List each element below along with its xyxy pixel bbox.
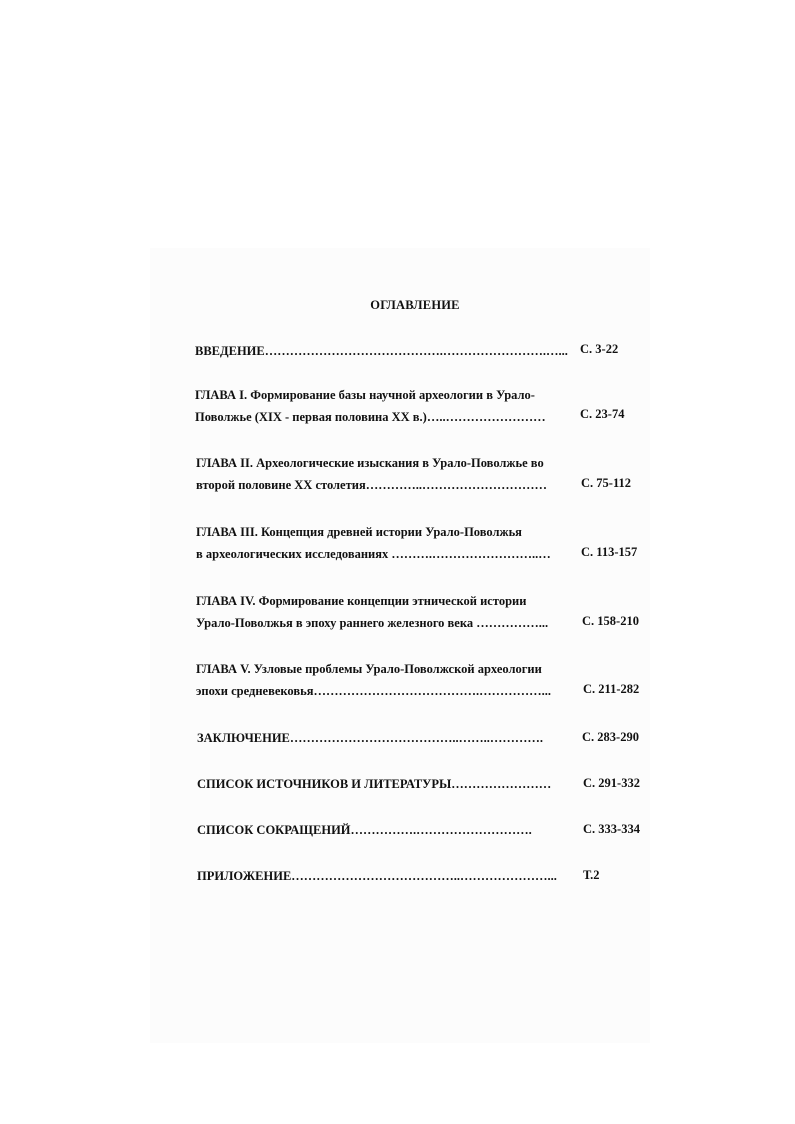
- toc-entry-text: ПРИЛОЖЕНИЕ…………………………………..…………………...: [197, 869, 557, 883]
- toc-entry: [196, 590, 572, 634]
- toc-entry-text: СПИСОК СОКРАЩЕНИЙ…………….……………………….: [197, 823, 532, 837]
- toc-page-range: С. 333-334: [583, 822, 640, 836]
- toc-entry-text-line: [196, 543, 572, 565]
- toc-entry-text-line: [197, 727, 573, 749]
- toc-page-range: Т.2: [583, 868, 600, 882]
- toc-page-range: С. 283-290: [582, 730, 639, 744]
- toc-entry: [196, 452, 571, 496]
- toc-entry-text-line: [196, 474, 571, 496]
- toc-entry: [197, 865, 573, 887]
- toc-entry-text-line: [195, 384, 570, 406]
- toc-entry-text: СПИСОК ИСТОЧНИКОВ И ЛИТЕРАТУРЫ……………………: [197, 777, 552, 791]
- toc-entry-text: ГЛАВА V. Узловые проблемы Урало-Поволжской археологии: [196, 662, 542, 676]
- toc-entry-text-line: [196, 612, 572, 634]
- toc-entry-text: в археологических исследованиях ……….……………………..…: [196, 547, 551, 561]
- toc-entry-text-line: [196, 521, 572, 543]
- toc-entry-text-line: [195, 406, 570, 428]
- toc-page-range: С. 291-332: [583, 776, 640, 790]
- toc-entry: [195, 340, 570, 362]
- toc-entry: [197, 727, 573, 749]
- toc-entry-text: ЗАКЛЮЧЕНИЕ…………………………………..……..………….: [197, 731, 544, 745]
- toc-entry-text: ВВЕДЕНИЕ…………………………………….…………………….…...: [195, 344, 568, 358]
- toc-entry-text: ГЛАВА I. Формирование базы научной археологии в Урало-: [195, 388, 535, 402]
- toc-entry-text-line: [197, 773, 573, 795]
- toc-page-range: С. 75-112: [581, 476, 631, 490]
- toc-entry-text: Урало-Поволжья в эпоху раннего железного века ……………...: [196, 616, 549, 630]
- toc-entry-text: ГЛАВА III. Концепция древней истории Урало-Поволжья: [196, 525, 522, 539]
- page-title: ОГЛАВЛЕНИЕ: [370, 298, 460, 312]
- toc-entry-text: ГЛАВА II. Археологические изыскания в Урало-Поволжье во: [196, 456, 544, 470]
- toc-entry-text-line: [197, 865, 573, 887]
- toc-entry-text-line: [196, 680, 572, 702]
- toc-entry-text-line: [195, 340, 570, 362]
- toc-entry-text: ГЛАВА IV. Формирование концепции этнической истории: [196, 594, 527, 608]
- toc-entry-text: Поволжье (XIX - первая половина XX в.)…..……………………: [195, 410, 546, 424]
- toc-entry: [197, 773, 573, 795]
- toc-entry: [197, 819, 573, 841]
- toc-entry-text: второй половине XX столетия…………..…………………………: [196, 478, 547, 492]
- toc-page-range: С. 113-157: [581, 545, 638, 559]
- toc-entry-text-line: [197, 819, 573, 841]
- toc-entry: [196, 521, 572, 565]
- toc-entry-text-line: [196, 590, 572, 612]
- toc-page-range: С. 23-74: [580, 407, 625, 421]
- toc-entry: [196, 658, 572, 702]
- toc-entry-text-line: [196, 658, 572, 680]
- toc-page-range: С. 158-210: [582, 614, 639, 628]
- toc-entry: [195, 384, 570, 428]
- scanned-page: [150, 248, 650, 1043]
- toc-page-range: С. 3-22: [580, 342, 619, 356]
- toc-page-range: С. 211-282: [583, 682, 640, 696]
- toc-entry-text: эпохи средневековья………………………………….……………...: [196, 684, 551, 698]
- toc-entry-text-line: [196, 452, 571, 474]
